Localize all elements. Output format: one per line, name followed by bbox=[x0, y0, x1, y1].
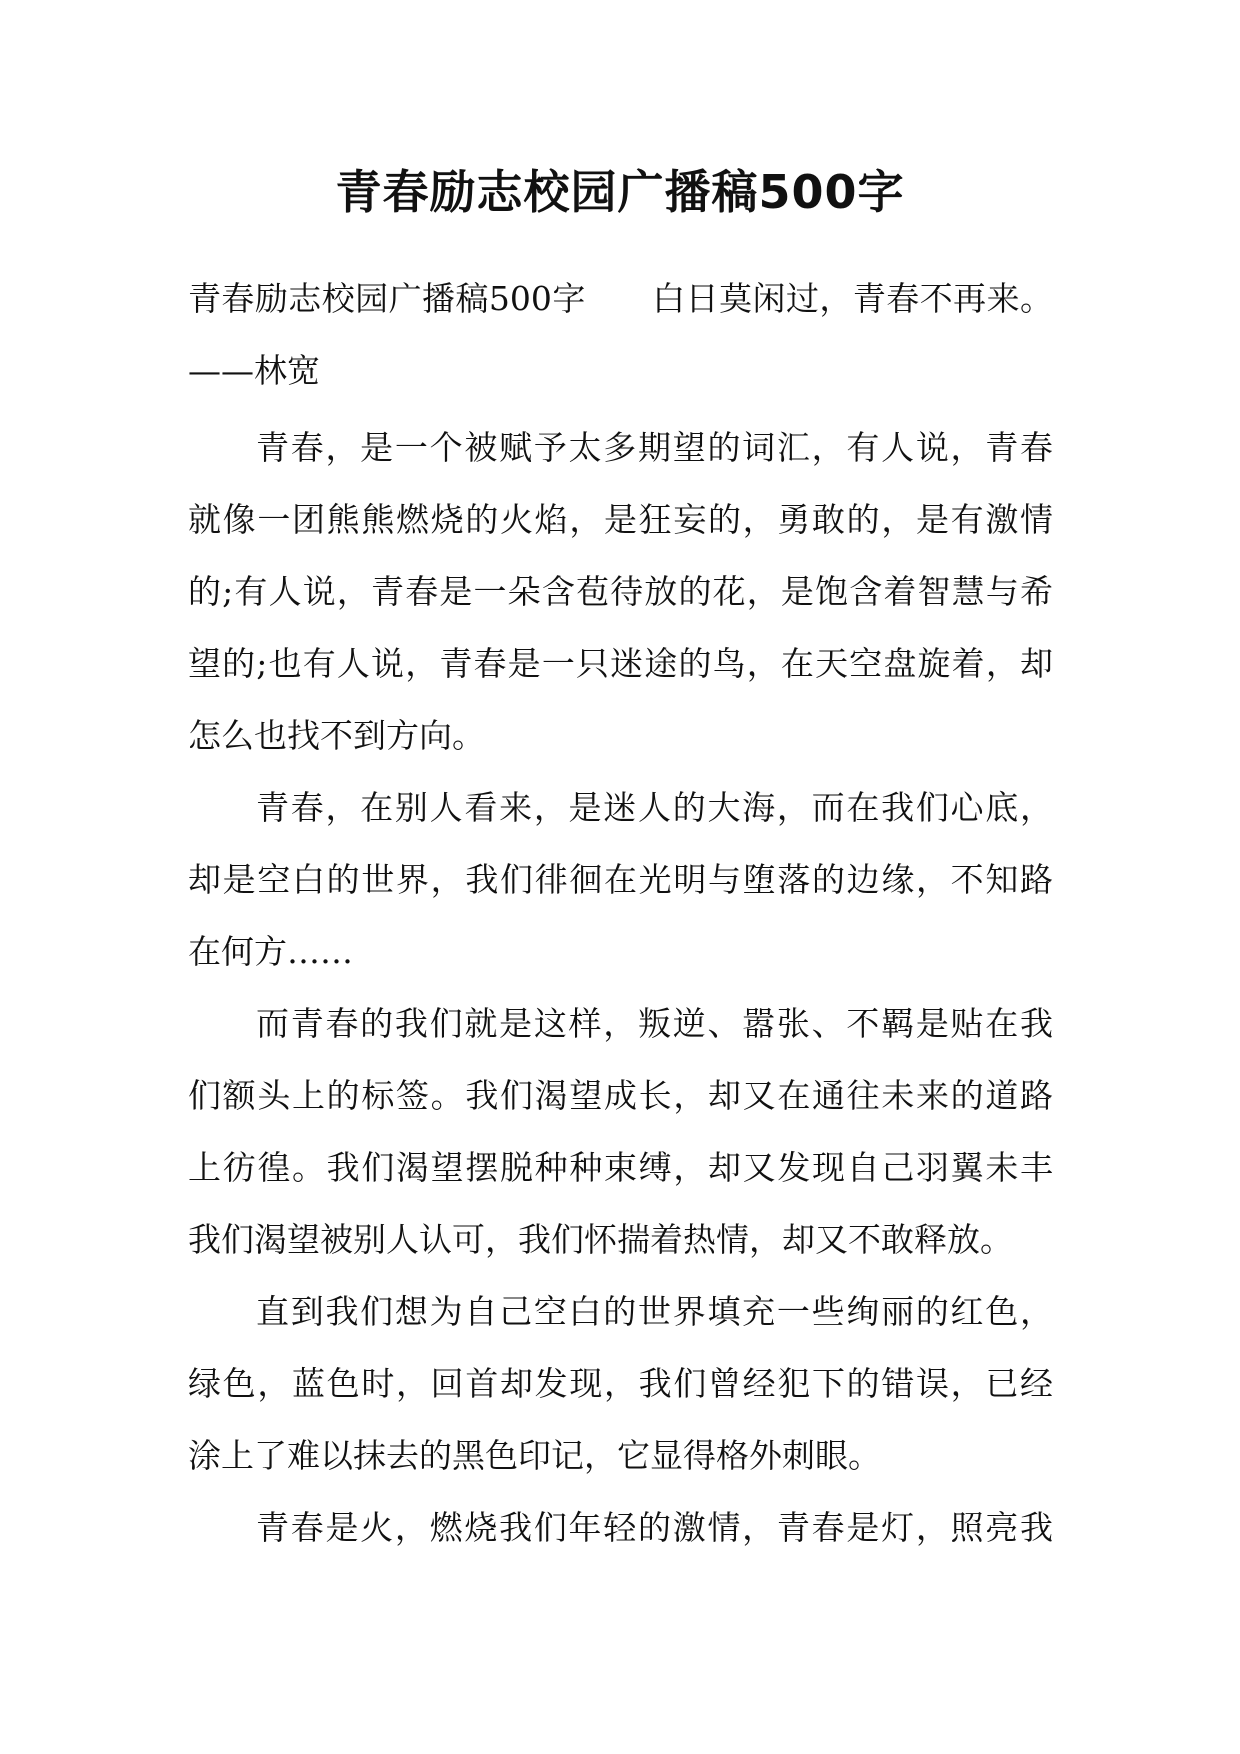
paragraph-line: 青春是火，燃烧我们年轻的激情，青春是灯，照亮我 bbox=[256, 1508, 1053, 1547]
paragraph-line: 望的;也有人说，青春是一只迷途的鸟，在天空盘旋着，却 bbox=[188, 644, 1053, 683]
paragraph-3 bbox=[188, 988, 1053, 1276]
intro-line bbox=[188, 263, 1053, 335]
paragraph-line: 们额头上的标签。我们渴望成长，却又在通往未来的道路 bbox=[188, 1076, 1053, 1115]
paragraph-line: 怎么也找不到方向。 bbox=[188, 716, 485, 755]
paragraph-line: 上彷徨。我们渴望摆脱种种束缚，却又发现自己羽翼未丰 bbox=[188, 1148, 1053, 1187]
paragraph-line: 涂上了难以抹去的黑色印记，它显得格外刺眼。 bbox=[188, 1436, 881, 1475]
paragraph-line: 直到我们想为自己空白的世界填充一些绚丽的红色， bbox=[256, 1292, 1053, 1331]
document-title: 青春励志校园广播稿500字 bbox=[335, 165, 905, 219]
intro-lead: 青春励志校园广播稿500字 bbox=[188, 279, 586, 318]
paragraph-line: 却是空白的世界，我们徘徊在光明与堕落的边缘，不知路 bbox=[188, 860, 1053, 899]
paragraph-4 bbox=[188, 1276, 1053, 1492]
paragraph-line: 在何方…… bbox=[188, 932, 353, 971]
paragraph-line: 我们渴望被别人认可，我们怀揣着热情，却又不敢释放。 bbox=[188, 1220, 1013, 1259]
paragraph-2 bbox=[188, 772, 1053, 988]
intro-quote: 白日莫闲过，青春不再来。 bbox=[651, 279, 1053, 318]
paragraph-line: 青春，在别人看来，是迷人的大海，而在我们心底， bbox=[256, 788, 1053, 827]
paragraph-5 bbox=[188, 1492, 1053, 1564]
paragraph-line: 绿色，蓝色时，回首却发现，我们曾经犯下的错误，已经 bbox=[188, 1364, 1053, 1403]
paragraph-line: 就像一团熊熊燃烧的火焰，是狂妄的，勇敢的，是有激情 bbox=[188, 500, 1053, 539]
paragraph-line: 青春，是一个被赋予太多期望的词汇，有人说，青春 bbox=[256, 428, 1053, 467]
paragraph-line: 而青春的我们就是这样，叛逆、嚣张、不羁是贴在我 bbox=[256, 1004, 1053, 1043]
paragraph-line: 的;有人说，青春是一朵含苞待放的花，是饱含着智慧与希 bbox=[188, 572, 1053, 611]
paragraph-1 bbox=[188, 412, 1053, 772]
intro-author: ——林宽 bbox=[188, 351, 320, 390]
document-body bbox=[188, 263, 1053, 1564]
